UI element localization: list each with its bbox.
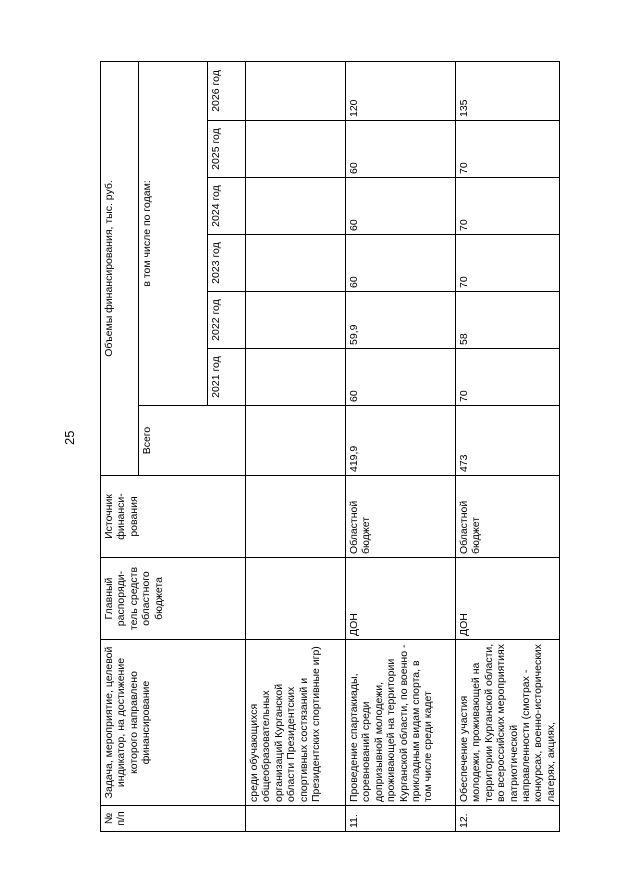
row-year-value: 70	[456, 235, 560, 292]
row-task: Проведение спартакиады, соревнований среди допризывной молодежи, проживающей на территории Курганской области, по военно - прикладным видам спорта, в том числе среди кадет	[346, 640, 456, 806]
row-year-value: 60	[346, 178, 456, 235]
header-num: № п/п	[101, 806, 246, 832]
row-source: Областной бюджет	[456, 476, 560, 558]
header-year: 2021 год	[208, 349, 246, 406]
row-total: 473	[456, 406, 560, 476]
row-source	[246, 476, 346, 558]
table-row	[456, 61, 560, 831]
row-year-value: 58	[456, 292, 560, 349]
row-year-value	[246, 121, 346, 178]
header-year: 2023 год	[208, 235, 246, 292]
header-year: 2025 год	[208, 121, 246, 178]
header-total: Всего	[138, 406, 245, 476]
row-task: Обеспечение участия молодежи, проживающей на территории Курганской области, во всероссийских мероприятиях патриотической направленности (смотрах - конкурсах, военно-исторических лагерях, акциях,	[456, 640, 560, 806]
row-year-value	[246, 178, 346, 235]
header-volumes: Объемы финансирования, тыс. руб.	[101, 61, 139, 475]
row-year-value: 59,9	[346, 292, 456, 349]
row-year-value: 60	[346, 349, 456, 406]
row-total	[246, 406, 346, 476]
header-year: 2026 год	[208, 61, 246, 120]
row-year-value	[246, 235, 346, 292]
row-year-value	[246, 61, 346, 120]
header-year: 2022 год	[208, 292, 246, 349]
header-year: 2024 год	[208, 178, 246, 235]
row-year-value: 135	[456, 61, 560, 120]
row-num: 11.	[346, 806, 456, 832]
row-manager	[246, 558, 346, 640]
row-manager: ДОН	[456, 558, 560, 640]
rotated-table-container	[100, 62, 560, 832]
row-year-value: 70	[456, 178, 560, 235]
row-task: среди обучающихся общеобразовательных организаций Курганской области Президентских спортивных состязаний и Президентских спортивные игр)	[246, 640, 346, 806]
row-year-value: 70	[456, 121, 560, 178]
table-row	[346, 61, 456, 831]
row-num: 12.	[456, 806, 560, 832]
row-year-value: 70	[456, 349, 560, 406]
row-year-value: 60	[346, 235, 456, 292]
header-by-years: в том числе по годам:	[138, 61, 208, 405]
page-number: 25	[62, 430, 77, 445]
row-year-value	[246, 292, 346, 349]
header-source: Источник финанси-рования	[101, 476, 246, 558]
table-row	[246, 61, 346, 831]
row-total: 419,9	[346, 406, 456, 476]
row-source: Областной бюджет	[346, 476, 456, 558]
header-task: Задача, мероприятие, целевой индикатор, на достижение которого направлено финансирование	[101, 640, 246, 806]
row-year-value: 60	[346, 121, 456, 178]
row-num	[246, 806, 346, 832]
row-manager: ДОН	[346, 558, 456, 640]
row-year-value	[246, 349, 346, 406]
financing-table	[100, 61, 560, 832]
row-year-value: 120	[346, 61, 456, 120]
header-manager: Главный распоряди-тель средств областного бюджета	[101, 558, 246, 640]
